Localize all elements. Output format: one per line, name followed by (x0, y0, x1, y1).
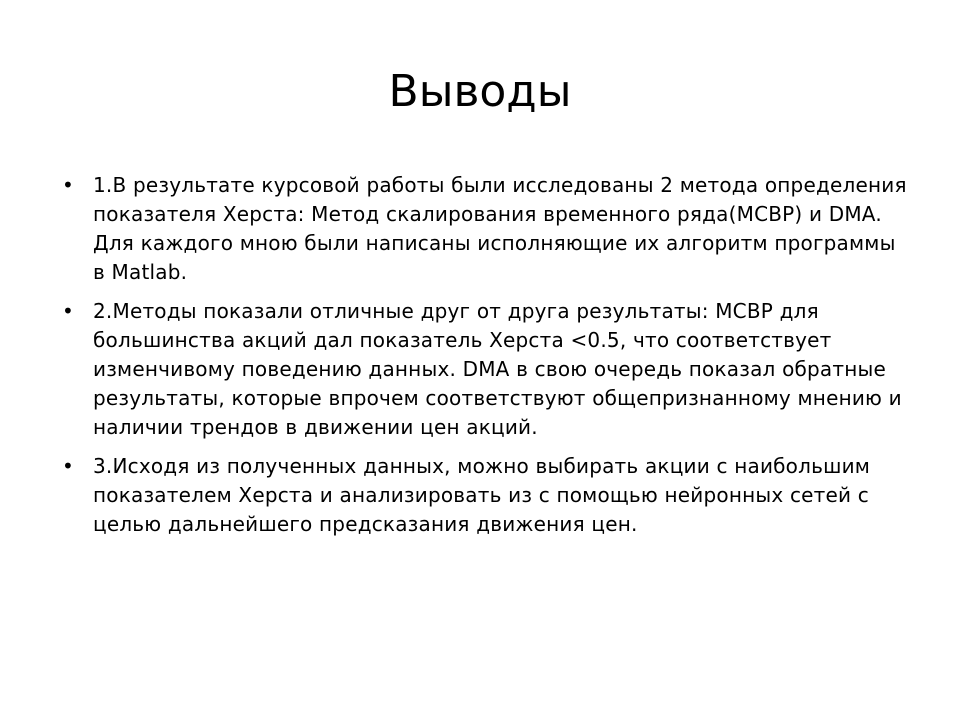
bullet-text-1: 1.В результате курсовой работы были исследованы 2 метода определения показателя Херста: Метод скалирования временного ряда(МСВР) и DMA. Для каждого мною были написаны исполняющие их алгоритм программы в Matlab. (93, 173, 907, 284)
slide-title: Выводы (388, 66, 572, 117)
bullet-dot-icon: • (62, 173, 74, 197)
bullet-item-2 (62, 297, 912, 442)
bullet-text-2: 2.Методы показали отличные друг от друга результаты: МСВР для большинства акций дал показатель Херста <0.5, что соответствует изменчивому поведению данных. DMA в свою очередь показал обратные результаты, которые впрочем соответствуют общепризнанному мнению и наличии трендов в движении цен акций. (93, 299, 902, 439)
bullet-dot-icon: • (62, 454, 74, 478)
bullet-item-1 (62, 171, 912, 287)
bullet-dot-icon: • (62, 299, 74, 323)
bullet-list (62, 171, 912, 549)
bullet-item-3 (62, 452, 912, 539)
bullet-text-3: 3.Исходя из полученных данных, можно выбирать акции с наибольшим показателем Херста и анализировать из с помощью нейронных сетей с целью дальнейшего предсказания движения цен. (93, 454, 871, 536)
